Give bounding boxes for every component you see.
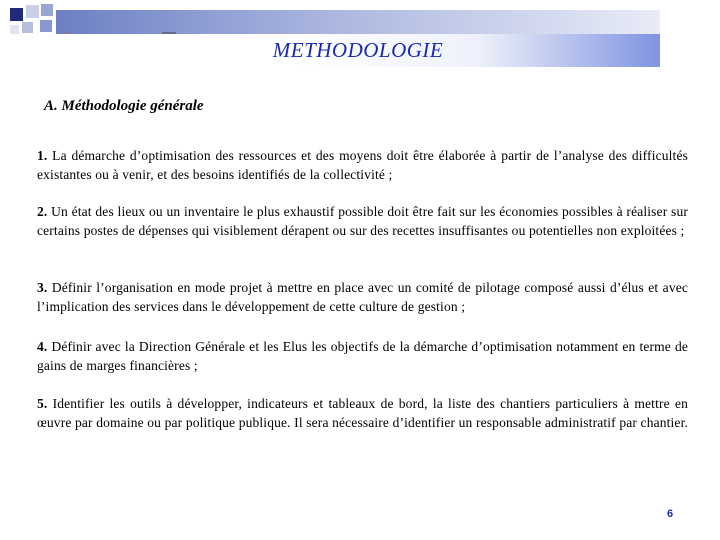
page-title: METHODOLOGIE [272, 38, 444, 62]
item-text: Identifier les outils à développer, indicateurs et tableaux de bord, la liste des chantiers particuliers à mettre en œuvre par domaine ou par politique publique. Il sera nécessaire d’identifier un responsable administratif par chantier. [37, 396, 689, 430]
item-text: Définir l’organisation en mode projet à mettre en place avec un comité de pilotage composé aussi d’élus et avec l’implication des services dans le développement de cette culture de gestion ; [37, 280, 688, 314]
decorative-square [10, 25, 19, 34]
list-item [37, 278, 688, 316]
decorative-square [10, 8, 23, 21]
decorative-square [22, 22, 33, 33]
list-item [37, 202, 688, 240]
item-number: 4. [37, 339, 48, 354]
item-number: 3. [37, 280, 48, 295]
item-text: La démarche d’optimisation des ressources et des moyens doit être élaborée à partir de l’analyse des difficultés existantes ou à venir, et des besoins identifiés de la collectivité ; [37, 148, 688, 182]
item-text: Un état des lieux ou un inventaire le plus exhaustif possible doit être fait sur les économies possibles à réaliser sur certains postes de dépenses qui visiblement dérapent ou sur des recettes insuffisantes ou potentielles non exploitées ; [37, 204, 688, 238]
item-number: 1. [37, 148, 48, 163]
decorative-square [26, 5, 39, 18]
item-number: 2. [37, 204, 48, 219]
list-item [37, 394, 688, 432]
list-item [37, 337, 688, 375]
decorative-square [40, 20, 52, 32]
list-item [37, 146, 688, 184]
header-gradient-strip [56, 10, 660, 34]
item-number: 5. [37, 396, 48, 411]
decorative-square [41, 4, 53, 16]
item-text: Définir avec la Direction Générale et les Elus les objectifs de la démarche d’optimisation notamment en terme de gains de marges financières ; [37, 339, 688, 373]
page-number: 6 [667, 508, 674, 520]
section-title: A. Méthodologie générale [44, 98, 204, 114]
